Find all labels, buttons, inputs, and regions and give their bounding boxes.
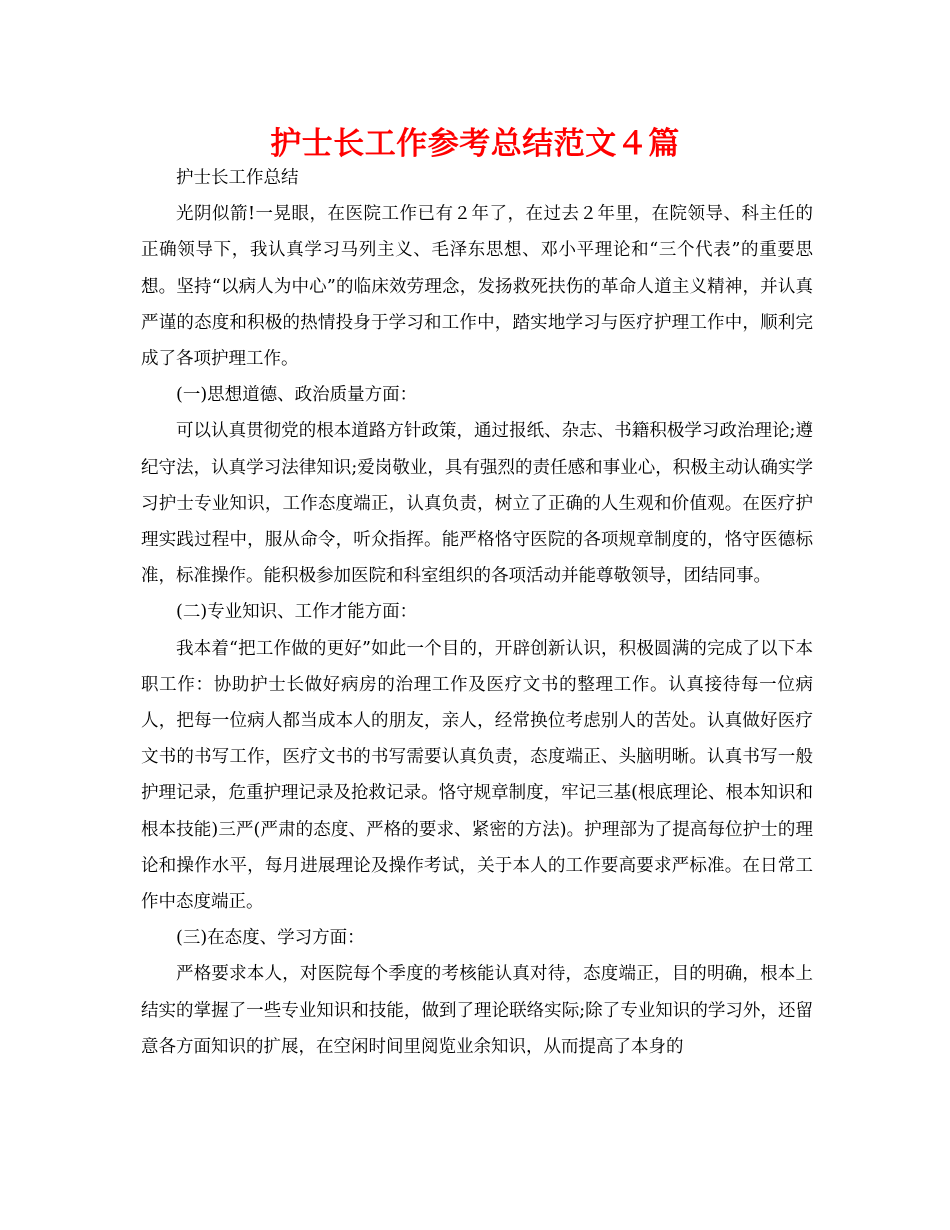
paragraph: 严格要求本人，对医院每个季度的考核能认真对待，态度端正，目的明确，根本上结实的掌握了一些专业知识和技能，做到了理论联络实际;除了专业知识的学习外，还留意各方面知识的扩展，在空闲时间里阅览业余知识，从而提高了本身的 [141, 964, 813, 1057]
paragraph: 光阴似箭!一晃眼，在医院工作已有２年了，在过去２年里，在院领导、科主任的正确领导下，我认真学习马列主义、毛泽东思想、邓小平理论和“三个代表”的重要思想。坚持“以病人为中心”的临床效劳理念，发扬救死扶伤的革命人道主义精神，并认真严谨的态度和积极的热情投身于学习和工作中，踏实地学习与医疗护理工作中，顺利完成了各项护理工作。 [141, 204, 813, 370]
section-heading: (三)在态度、学习方面： [176, 928, 365, 949]
paragraph: 可以认真贯彻党的根本道路方针政策，通过报纸、杂志、书籍积极学习政治理论;遵纪守法，认真学习法律知识;爱岗敬业，具有强烈的责任感和事业心，积极主动认确实学习护士专业知识，工作态度端正，认真负责，树立了正确的人生观和价值观。在医疗护理实践过程中，服从命令，听众指挥。能严格恪守医院的各项规章制度的，恪守医德标准，标准操作。能积极参加医院和科室组织的各项活动并能尊敬领导，团结同事。 [141, 421, 813, 587]
section-heading: (二)专业知识、工作才能方面： [176, 602, 418, 623]
paragraph: 我本着“把工作做的更好”如此一个目的，开辟创新认识，积极圆满的完成了以下本职工作：协助护士长做好病房的治理工作及医疗文书的整理工作。认真接待每一位病人，把每一位病人都当成本人的朋友，亲人，经常换位考虑别人的苦处。认真做好医疗文书的书写工作，医疗文书的书写需要认真负责，态度端正、头脑明晰。认真书写一般护理记录，危重护理记录及抢救记录。恪守规章制度，牢记三基(根底理论、根本知识和根本技能)三严(严肃的态度、严格的要求、紧密的方法)。护理部为了提高每位护士的理论和操作水平，每月进展理论及操作考试，关于本人的工作要高要求严标准。在日常工作中态度端正。 [141, 638, 813, 913]
document-title: 护士长工作参考总结范文４篇 [270, 126, 680, 162]
section-heading: 护士长工作总结 [176, 168, 299, 188]
document-body [141, 160, 813, 1065]
section-heading: (一)思想道德、政治质量方面： [176, 385, 418, 406]
